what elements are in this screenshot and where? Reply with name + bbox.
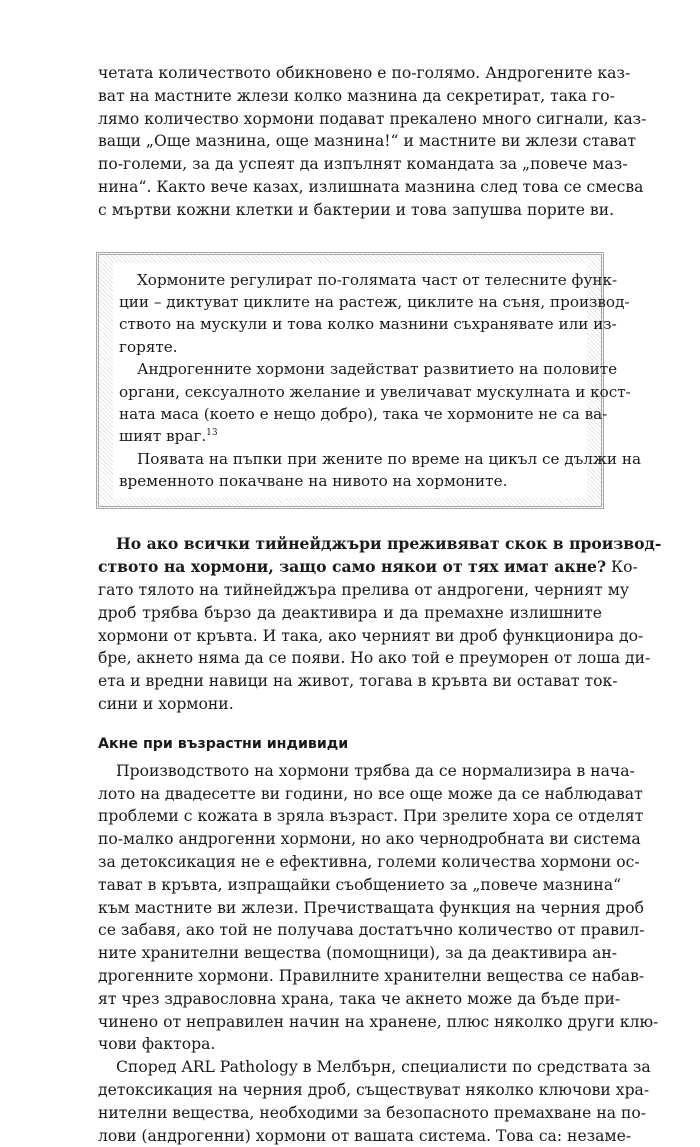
text-line: с мъртви кожни клетки и бактерии и това запушва порите ви. bbox=[98, 200, 615, 219]
text-line: нителни вещества, необходими за безопасното премахване на по- bbox=[98, 1103, 647, 1122]
text-line: лямо количество хормони подават прекалено много сигнали, каз- bbox=[98, 109, 647, 128]
paragraph-question bbox=[98, 533, 662, 715]
text-line: ството на мускули и това колко мазнини съхранявате или из- bbox=[119, 315, 617, 334]
text-line: хормони от кръвта. И така, ако черният ви дроб функционира до- bbox=[98, 626, 644, 645]
text-line: ващи „Още мазнина, още мазнина!“ и мастните ви жлези стават bbox=[98, 132, 637, 151]
text-line: гато тялото на тийнейджъра прелива от андрогени, черният му bbox=[98, 581, 630, 600]
text-line: Според ARL Pathology в Мелбърн, специалисти по средствата за bbox=[116, 1058, 651, 1077]
text-line: горяте. bbox=[119, 337, 178, 356]
text-line: Андрогенните хормони задействат развитието на половите bbox=[137, 360, 618, 379]
text-line: Производството на хормони трябва да се нормализира в нача- bbox=[116, 761, 635, 780]
text-line bbox=[119, 425, 581, 447]
text-line: за детоксикация не е ефективна, големи количества хормони ос- bbox=[98, 853, 640, 872]
text-line: ции – диктуват циклите на растеж, циклите на съня, производ- bbox=[119, 292, 630, 311]
text-line: ват на мастните жлези колко мазнина да секретират, така го- bbox=[98, 86, 615, 105]
text-line: бре, акнето няма да се появи. Но ако той е преуморен от лоша ди- bbox=[98, 649, 651, 668]
text-fragment: Ко- bbox=[606, 558, 638, 577]
text-line: чинено от неправилен начин на хранене, плюс няколко други клю- bbox=[98, 1012, 659, 1031]
section-heading: Акне при възрастни индивиди bbox=[98, 735, 349, 752]
bold-question-fragment: ството на хормони, защо само някои от тях имат акне? bbox=[98, 557, 607, 577]
text-line: проблеми с кожата в зряла възраст. При зрелите хора се отделят bbox=[98, 807, 644, 826]
text-line: по-големи, за да успеят да изпълнят командата за „повече мaз- bbox=[98, 155, 628, 174]
text-line: четата количеството обикновено е по-голямо. Андрогените каз- bbox=[98, 64, 631, 82]
text-line: лото на двадесетте ви години, но все още може да се наблюдават bbox=[98, 784, 643, 803]
text-line: органи, сексуалното желание и увеличават мускулната и кост- bbox=[119, 382, 631, 401]
text-line bbox=[98, 556, 638, 579]
text-line: към мастните ви жлези. Пречистващата функция на черния дроб bbox=[98, 898, 645, 917]
text-line: ят чрез здравословна храна, така че акнето може да бъде при- bbox=[98, 989, 621, 1008]
info-box-content bbox=[113, 263, 642, 499]
text-line: дроб трябва бързо да деактивира и да премахне излишните bbox=[98, 603, 602, 622]
text-line: тават в кръвта, изпращайки съобщението за „повече мазнина“ bbox=[98, 875, 622, 894]
text-line: чови фактора. bbox=[98, 1035, 216, 1054]
text-line: сини и хормони. bbox=[98, 695, 234, 714]
text-line: лови (андрогенни) хормони от вашата система. Това са: незаме- bbox=[98, 1126, 632, 1145]
footnote-ref: 13 bbox=[206, 428, 218, 439]
paragraph-arl bbox=[98, 1056, 651, 1147]
text-line: временното покачване на нивото на хормоните. bbox=[119, 472, 508, 491]
text-fragment: шият враг. bbox=[119, 427, 207, 446]
text-line: по-малко андрогенни хормони, но ако чернодробната ви система bbox=[98, 830, 641, 849]
text-line: Появата на пъпки при жените по време на цикъл се дължи на bbox=[137, 449, 642, 468]
bold-question-line: Но ако всички тийнейджъри преживяват скок в производ- bbox=[116, 534, 662, 554]
text-line: се забавя, ако той не получава достатъчно количество от правил- bbox=[98, 921, 645, 940]
text-line: нина“. Както вече казах, излишната мазнина след това се смесва bbox=[98, 177, 644, 196]
text-line: ета и вредни навици на живот, тогава в кръвта ви остават ток- bbox=[98, 672, 618, 691]
paragraph-adult-acne bbox=[98, 760, 659, 1056]
info-box bbox=[96, 252, 642, 510]
text-line: Хормоните регулират по-голямата част от телесните функ- bbox=[137, 270, 618, 289]
text-line: ните хранителни вещества (помощници), за да деактивира ан- bbox=[98, 944, 618, 963]
text-line: ната маса (което е нещо добро), така че хормоните не са ва- bbox=[119, 404, 608, 423]
text-line: дрогенните хормони. Правилните хранителни вещества се набав- bbox=[98, 967, 645, 986]
paragraph-intro bbox=[98, 62, 647, 222]
text-line: детоксикация на черния дроб, съществуват няколко ключови хра- bbox=[98, 1081, 650, 1100]
